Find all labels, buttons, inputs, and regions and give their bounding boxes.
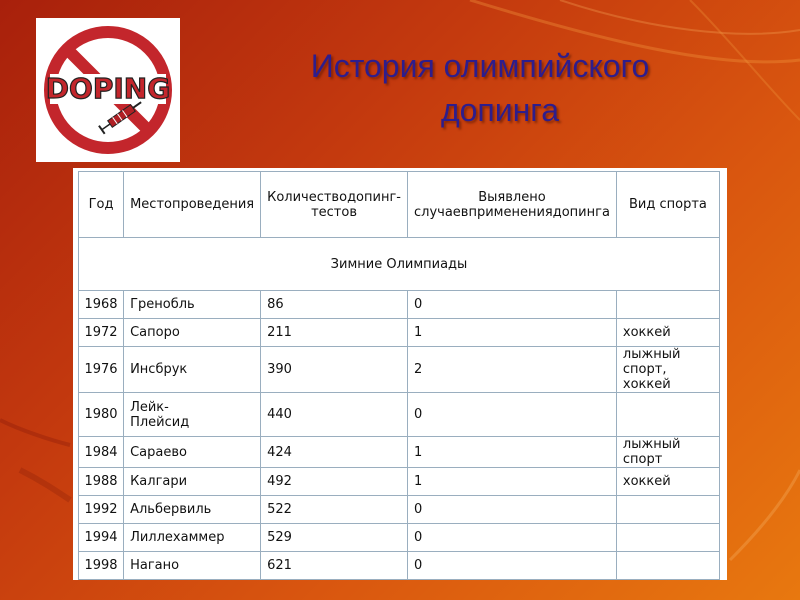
- cell-place: [124, 319, 261, 347]
- logo-text: DOPING: [45, 72, 171, 105]
- cell-year: 1976: [79, 347, 124, 393]
- cell-year: 1984: [79, 437, 124, 468]
- cell-place-line: Нагано: [130, 558, 180, 573]
- table-row: [79, 319, 720, 347]
- header-tests-line: допинг-: [347, 189, 401, 205]
- cell-sport-line: лыжный спорт: [622, 437, 681, 467]
- table-row: [79, 552, 720, 580]
- section-label: Зимние Олимпиады: [79, 238, 720, 291]
- cell-year: 1988: [79, 468, 124, 496]
- title-line-2: допинга: [440, 92, 560, 128]
- cell-tests: 440: [261, 393, 408, 437]
- cell-tests: 424: [261, 437, 408, 468]
- cell-sport: [616, 393, 719, 437]
- cell-place: [124, 437, 261, 468]
- cell-cases: 2: [407, 347, 616, 393]
- cell-cases: 1: [407, 319, 616, 347]
- table-row: [79, 468, 720, 496]
- cell-place: [124, 347, 261, 393]
- header-year-line: Год: [88, 197, 114, 212]
- cell-place-line: Гренобль: [130, 297, 195, 312]
- cell-cases: 0: [407, 496, 616, 524]
- cell-tests: 522: [261, 496, 408, 524]
- cell-tests: 621: [261, 552, 408, 580]
- header-sport-line: Вид спорта: [629, 197, 707, 212]
- header-tests-line: Количество: [267, 189, 348, 205]
- cell-sport: [616, 291, 719, 319]
- cell-year: 1968: [79, 291, 124, 319]
- cell-sport-line: хоккей: [622, 474, 671, 489]
- cell-year: 1994: [79, 524, 124, 552]
- section-row: [79, 238, 720, 291]
- cell-sport: [616, 319, 719, 347]
- header-tests-line: тестов: [311, 204, 357, 220]
- cell-place-line: Лейк-: [130, 399, 169, 415]
- header-place: [124, 172, 261, 238]
- cell-sport: [616, 468, 719, 496]
- cell-place-line: Плейсид: [130, 414, 190, 430]
- header-cases: [407, 172, 616, 238]
- cell-place-line: Сапоро: [130, 325, 180, 340]
- cell-sport: [616, 524, 719, 552]
- table-row: [79, 437, 720, 468]
- cell-tests: 390: [261, 347, 408, 393]
- header-place-line: проведения: [171, 197, 255, 212]
- cell-place: [124, 291, 261, 319]
- cell-cases: 0: [407, 524, 616, 552]
- no-doping-logo: [36, 18, 180, 162]
- cell-place: [124, 496, 261, 524]
- cell-cases: 0: [407, 393, 616, 437]
- cell-cases: 0: [407, 291, 616, 319]
- cell-tests: 211: [261, 319, 408, 347]
- cell-place: [124, 393, 261, 437]
- cell-sport: [616, 347, 719, 393]
- table-row: [79, 291, 720, 319]
- doping-table-container: [73, 168, 727, 580]
- cell-year: 1992: [79, 496, 124, 524]
- cell-tests: 86: [261, 291, 408, 319]
- table-row: [79, 496, 720, 524]
- cell-place: [124, 524, 261, 552]
- header-cases-line: допинга: [552, 204, 610, 220]
- cell-place: [124, 552, 261, 580]
- header-cases-line: Выявлено случаев: [413, 189, 546, 220]
- header-row: [79, 172, 720, 238]
- cell-sport: [616, 552, 719, 580]
- title-line-1: История олимпийского: [310, 48, 650, 84]
- cell-year: 1972: [79, 319, 124, 347]
- cell-year: 1980: [79, 393, 124, 437]
- cell-sport-line: лыжный спорт,: [622, 347, 681, 377]
- cell-year: 1998: [79, 552, 124, 580]
- cell-cases: 1: [407, 437, 616, 468]
- cell-sport: [616, 496, 719, 524]
- cell-sport-line: хоккей: [622, 377, 671, 392]
- header-sport: [616, 172, 719, 238]
- header-cases-line: применения: [468, 204, 553, 220]
- cell-place-line: Лиллехаммер: [130, 530, 225, 545]
- cell-place-line: Сараево: [130, 444, 187, 460]
- table-row: [79, 524, 720, 552]
- no-doping-icon: [36, 18, 180, 162]
- header-year: [79, 172, 124, 238]
- header-place-line: Место: [130, 197, 172, 212]
- cell-place-line: Альбервиль: [130, 502, 212, 517]
- cell-cases: 1: [407, 468, 616, 496]
- slide-title: [200, 44, 780, 132]
- table-row: [79, 393, 720, 437]
- doping-table: [78, 171, 720, 580]
- cell-place-line: Калгари: [130, 474, 188, 489]
- cell-place-line: Инсбрук: [130, 362, 188, 377]
- cell-cases: 0: [407, 552, 616, 580]
- table-row: [79, 347, 720, 393]
- cell-place: [124, 468, 261, 496]
- cell-tests: 492: [261, 468, 408, 496]
- header-tests: [261, 172, 408, 238]
- cell-tests: 529: [261, 524, 408, 552]
- cell-sport-line: хоккей: [622, 325, 671, 340]
- cell-sport: [616, 437, 719, 468]
